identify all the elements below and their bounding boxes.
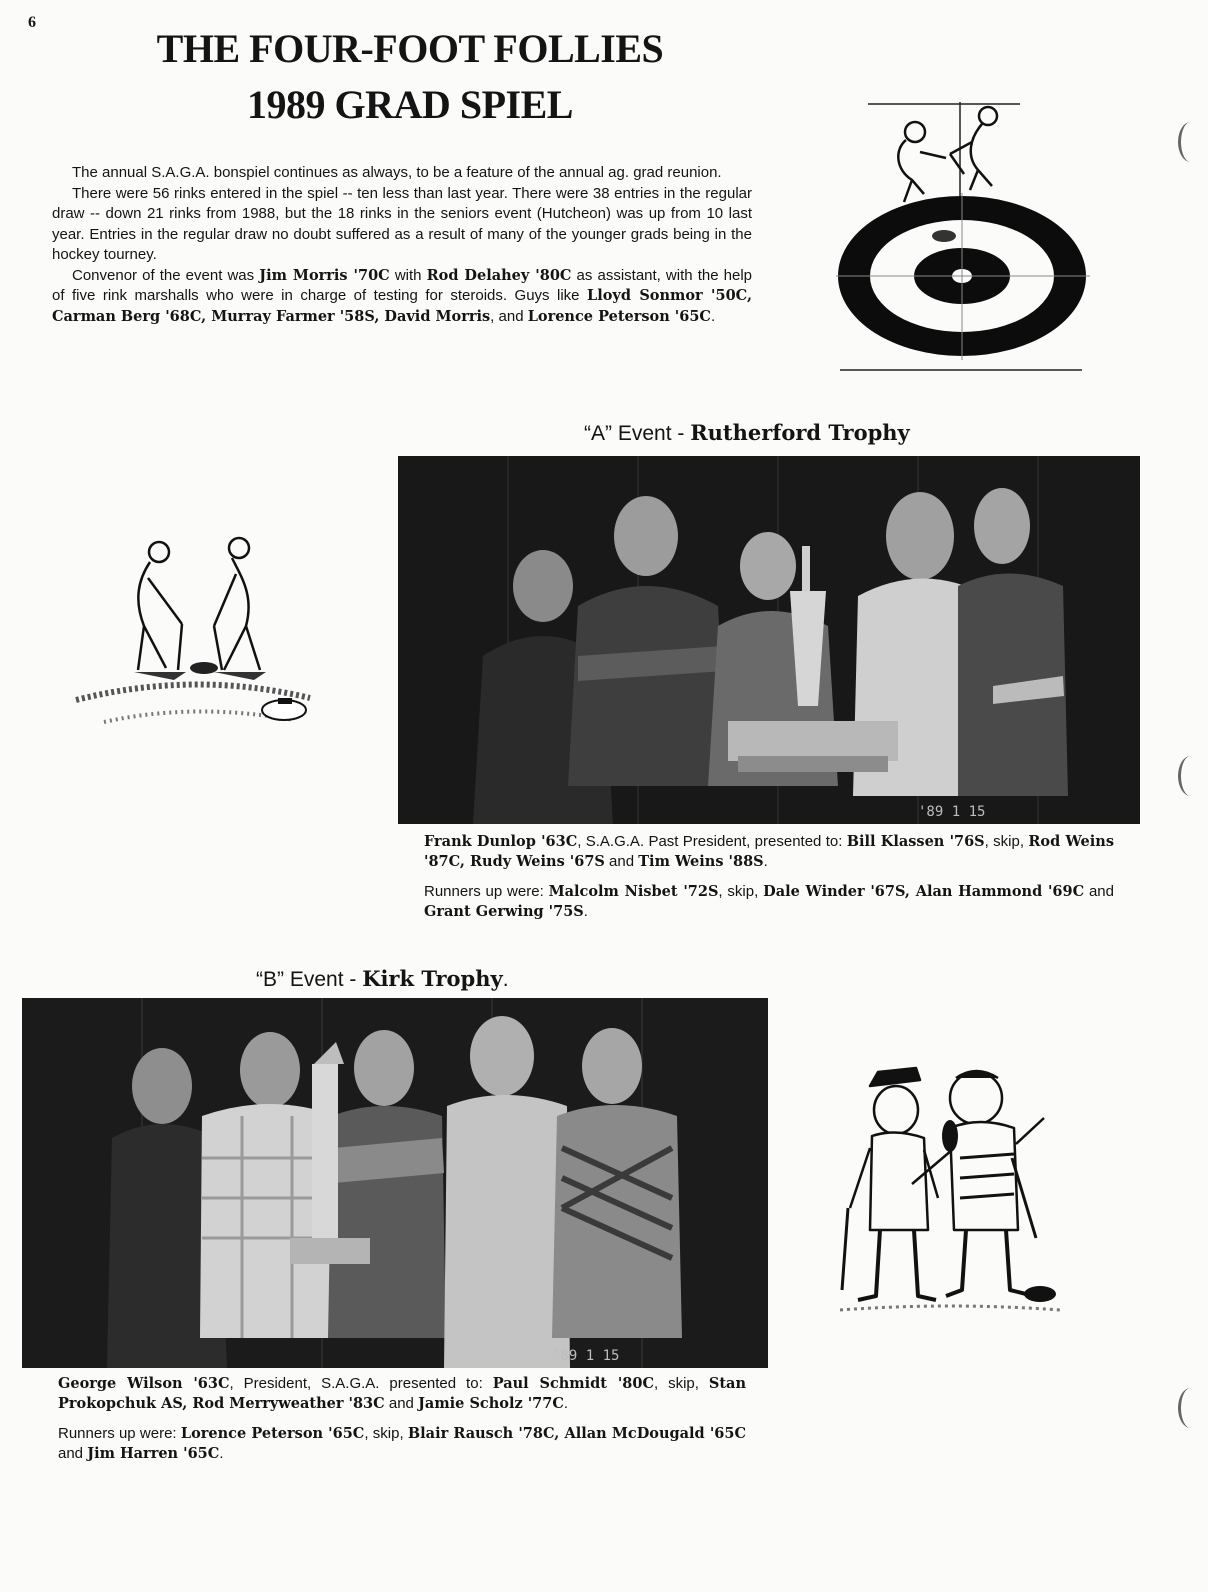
curling-house-target-illustration xyxy=(820,98,1090,378)
curlers-sweeping-illustration xyxy=(74,530,314,740)
page-title-line1: THE FOUR-FOOT FOLLIES xyxy=(156,26,664,71)
event-b-photo-date: '89 1 15 xyxy=(552,1348,620,1364)
intro-paragraph-1: The annual S.A.G.A. bonspiel continues as always, to be a feature of the annual ag. grad reunion. xyxy=(72,164,722,181)
marshall-name-last: Lorence Peterson '65C xyxy=(527,307,711,325)
convenor-name: Jim Morris '70C xyxy=(259,266,390,284)
event-b-team-photo xyxy=(22,998,768,1368)
event-a-winners: Frank Dunlop '63C, S.A.G.A. Past President, presented to: Bill Klassen '76S, skip, Rod Weins '87C, Rudy Weins '67S and Tim Weins '88S. xyxy=(424,833,1114,870)
assistant-name: Rod Delahey '80C xyxy=(426,266,572,284)
page-title-line2: 1989 GRAD SPIEL xyxy=(247,82,573,127)
intro-paragraph-3: Convenor of the event was Jim Morris '70C with Rod Delahey '80C as assistant, with the help of five rink marshalls who were in charge of testing for steroids. Guys like Lloyd Sonmor '50C, Carman Berg '68C, Murray Farmer '58S, David Morris, and Lorence Peterson '65C. xyxy=(52,266,752,325)
event-b-caption xyxy=(58,1374,746,1474)
event-a-runners-up: Runners up were: Malcolm Nisbet '72S, skip, Dale Winder '67S, Alan Hammond '69C and Grant Gerwing '75S. xyxy=(424,883,1114,920)
event-a-caption xyxy=(424,832,1114,932)
curling-officials-cartoon xyxy=(830,1058,1070,1328)
event-a-trophy-name: Rutherford Trophy xyxy=(690,420,910,445)
binder-hole-icon xyxy=(1178,756,1203,796)
binder-hole-icon xyxy=(1178,122,1203,162)
event-a-team-photo xyxy=(398,456,1140,824)
event-b-winners: George Wilson '63C, President, S.A.G.A. presented to: Paul Schmidt '80C, skip, Stan Prokopchuk AS, Rod Merryweather '83C and Jamie Scholz '77C. xyxy=(58,1375,746,1412)
event-a-photo-date: '89 1 15 xyxy=(918,804,986,820)
intro-article xyxy=(52,163,752,327)
page-number: 6 xyxy=(28,14,36,31)
event-b-runners-up: Runners up were: Lorence Peterson '65C, skip, Blair Rausch '78C, Allan McDougald '65C and Jim Harren '65C. xyxy=(58,1425,746,1462)
binder-hole-icon xyxy=(1178,1388,1203,1428)
event-b-trophy-name: Kirk Trophy xyxy=(362,966,503,991)
event-a-heading: “A” Event - Rutherford Trophy xyxy=(584,420,910,445)
intro-paragraph-2: There were 56 rinks entered in the spiel -- ten less than last year. There were 38 entries in the regular draw -- down 21 rinks from 1988, but the 18 rinks in the seniors event (Hutcheon) was up from 10 last year. Entries in the regular draw no doubt suffered as a result of many of the younger grads being in the hockey tourney. xyxy=(52,184,752,263)
marshall-names: Lloyd Sonmor '50C, Carman Berg '68C, Murray Farmer '58S, David Morris xyxy=(52,287,752,325)
event-b-heading: “B” Event - Kirk Trophy. xyxy=(256,966,509,991)
